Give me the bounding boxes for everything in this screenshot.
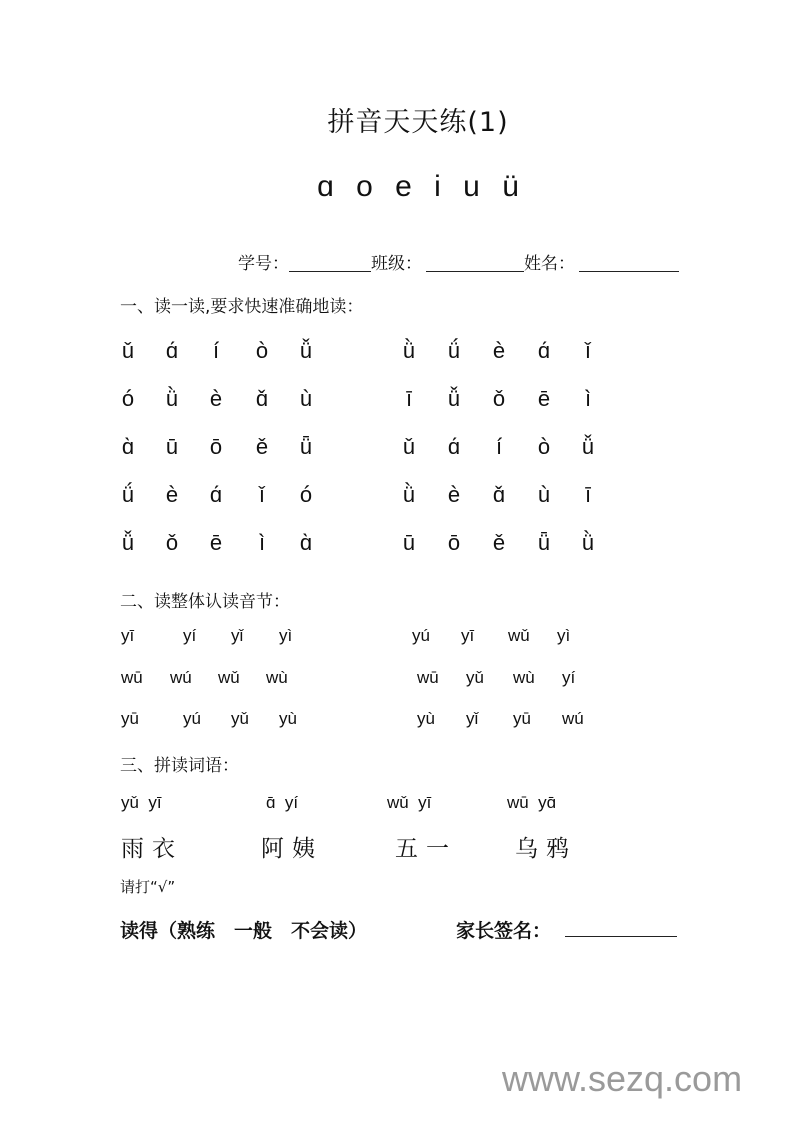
tone-letter: ē (209, 530, 223, 555)
tone-letter: ū (402, 530, 416, 555)
tone-letter: ɑ̌ (492, 482, 506, 507)
tone-letter: ǚ (299, 338, 313, 363)
tone-letter: ě (255, 434, 269, 459)
tone-letter: ǖ (537, 530, 551, 555)
tone-letter: ɑ̀ (121, 434, 135, 459)
syllable: yí (183, 626, 197, 645)
tone-letter: ɑ̌ (255, 386, 269, 411)
syllable: yī (121, 626, 135, 645)
syllable: yì (557, 626, 571, 645)
tone-letter: è (447, 482, 461, 507)
syllable: wú (562, 709, 584, 728)
section1-heading: 一、读一读,要求快速准确地读： (120, 297, 364, 317)
syllable: wù (266, 668, 288, 687)
tone-letter: ǒ (492, 386, 506, 411)
tone-letter: ù (299, 386, 313, 411)
tone-letter: è (165, 482, 179, 507)
word-hanzi: 乌鸦 (515, 836, 577, 862)
syllable: wǔ (218, 668, 240, 687)
syllable: yǔ (231, 709, 249, 728)
syllable: wū (121, 668, 143, 687)
tone-letter: ǐ (585, 338, 591, 363)
tone-letter: ó (121, 386, 135, 411)
tone-letter: è (209, 386, 223, 411)
tone-letter: ǔ (402, 434, 416, 459)
tone-letter: ɑ́ (447, 434, 461, 459)
tone-letter: ì (584, 386, 592, 411)
syllable: yǐ (231, 626, 244, 645)
syllable: wǔ (508, 626, 530, 645)
parent-signature-field[interactable] (565, 936, 677, 937)
syllable: wù (513, 668, 535, 687)
tone-letter: ě (492, 530, 506, 555)
watermark: www.sezq.com (502, 1058, 743, 1099)
tone-letter: í (495, 434, 503, 459)
syllable: yǔ (466, 668, 484, 687)
tone-letter: ǚ (447, 386, 461, 411)
syllable: yǐ (466, 709, 479, 728)
section2-heading: 二、读整体认读音节： (120, 592, 290, 612)
tone-letter: ǚ (121, 530, 135, 555)
syllable: yú (412, 626, 430, 645)
syllable: yì (279, 626, 293, 645)
student-id-field[interactable] (289, 253, 371, 272)
tone-letter: ǔ (121, 338, 135, 363)
word-hanzi: 雨衣 (121, 836, 183, 862)
tone-letter: ū (165, 434, 179, 459)
word-pinyin: ɑ̄ yí (266, 793, 299, 812)
word-hanzi: 五一 (395, 836, 457, 862)
tone-letter: ó (299, 482, 313, 507)
tone-letter: ì (258, 530, 266, 555)
tone-letter: ǜ (165, 386, 179, 411)
page-title: 拼音天天练(1) (327, 107, 509, 138)
vowel-list: ɑ o e i u ü (317, 170, 519, 203)
syllable: yú (183, 709, 201, 728)
syllable: yù (417, 709, 435, 728)
tone-letter: í (212, 338, 220, 363)
syllable: wū (417, 668, 439, 687)
tone-letter: ī (584, 482, 592, 507)
tone-letter: è (492, 338, 506, 363)
class-field[interactable] (426, 253, 524, 272)
section3-heading: 三、拼读词语： (120, 756, 239, 776)
tone-letter: ò (537, 434, 551, 459)
tone-letter: ǜ (581, 530, 595, 555)
parent-signature-label: 家长签名： (456, 920, 552, 942)
syllable: yí (562, 668, 576, 687)
tone-letter: ɑ̀ (299, 530, 313, 555)
word-pinyin: wǔ yī (387, 793, 432, 812)
tone-letter: ǐ (259, 482, 265, 507)
syllable: yī (461, 626, 475, 645)
student-id-label: 学号： (238, 254, 289, 274)
syllable: yù (279, 709, 297, 728)
tone-letter: ō (209, 434, 223, 459)
reading-level-options: 读得（熟练 一般 不会读） (120, 920, 368, 942)
word-pinyin: wū yɑ̄ (507, 793, 557, 812)
syllable: yū (121, 709, 139, 728)
tone-letter: ɑ́ (537, 338, 551, 363)
tone-letter: ɑ́ (165, 338, 179, 363)
tone-letter: ǜ (402, 482, 416, 507)
tone-letter: ō (447, 530, 461, 555)
tone-letter: ē (537, 386, 551, 411)
syllable: yū (513, 709, 531, 728)
tone-letter: ǚ (581, 434, 595, 459)
tone-letter: ǘ (447, 338, 461, 363)
word-hanzi: 阿姨 (261, 836, 323, 862)
class-label: 班级： (371, 254, 422, 274)
tone-letter: ǜ (402, 338, 416, 363)
tone-letter: ò (255, 338, 269, 363)
tone-letter: ɑ́ (209, 482, 223, 507)
name-field[interactable] (579, 253, 679, 272)
syllable: wú (170, 668, 192, 687)
word-pinyin: yǔ yī (121, 793, 162, 812)
tone-letter: ǒ (165, 530, 179, 555)
tone-letter: ī (405, 386, 413, 411)
tone-letter: ù (537, 482, 551, 507)
tone-letter: ǖ (299, 434, 313, 459)
name-label: 姓名： (524, 254, 575, 274)
student-info-row (238, 249, 679, 274)
tick-instruction: 请打“√” (120, 878, 176, 896)
tone-letter: ǘ (121, 482, 135, 507)
